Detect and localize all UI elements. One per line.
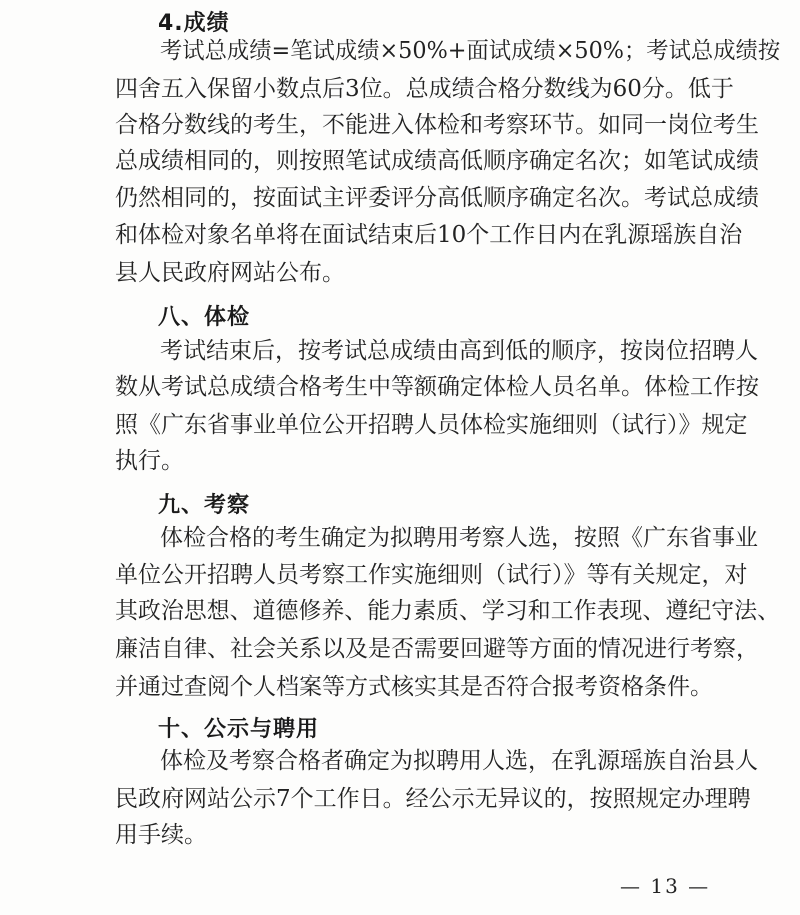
paragraph-line: 单位公开招聘人员考察工作实施细则（试行）》等有关规定，对 bbox=[115, 562, 748, 588]
paragraph-line: 考试结束后，按考试总成绩由高到低的顺序，按岗位招聘人 bbox=[160, 338, 758, 364]
paragraph-line: 执行。 bbox=[115, 448, 184, 474]
paragraph-line: 总成绩相同的，则按照笔试成绩高低顺序确定名次；如笔试成绩 bbox=[115, 148, 759, 174]
paragraph-line: 四舍五入保留小数点后3位。总成绩合格分数线为60分。低于 bbox=[115, 76, 734, 102]
paragraph-line: 体检合格的考生确定为拟聘用考察人选，按照《广东省事业 bbox=[160, 525, 758, 551]
paragraph-line: 并通过查阅个人档案等方式核实其是否符合报考资格条件。 bbox=[115, 674, 713, 700]
paragraph-line: 用手续。 bbox=[115, 822, 207, 848]
paragraph-line: 县人民政府网站公布。 bbox=[115, 260, 345, 286]
paragraph-line: 民政府网站公示7个工作日。经公示无异议的，按照规定办理聘 bbox=[115, 786, 751, 812]
paragraph-line: 其政治思想、道德修养、能力素质、学习和工作表现、遵纪守法、 bbox=[115, 598, 780, 624]
paragraph-line: 照《广东省事业单位公开招聘人员体检实施细则（试行）》规定 bbox=[115, 412, 748, 438]
paragraph-line: 仍然相同的，按面试主评委评分高低顺序确定名次。考试总成绩 bbox=[115, 185, 759, 211]
section-heading-inspection: 九、考察 bbox=[158, 493, 251, 518]
page-number: — 13 — bbox=[620, 874, 711, 898]
paragraph-line: 考试总成绩=笔试成绩×50%+面试成绩×50%；考试总成绩按 bbox=[160, 38, 781, 64]
section-heading-physical-exam: 八、体检 bbox=[158, 305, 251, 330]
paragraph-line: 体检及考察合格者确定为拟聘用人选，在乳源瑶族自治县人 bbox=[160, 748, 758, 774]
section-heading-scores: 4.成绩 bbox=[158, 11, 230, 36]
section-heading-publicity-hiring: 十、公示与聘用 bbox=[158, 717, 320, 742]
paragraph-line: 和体检对象名单将在面试结束后10个工作日内在乳源瑶族自治 bbox=[115, 222, 743, 248]
paragraph-line: 合格分数线的考生，不能进入体检和考察环节。如同一岗位考生 bbox=[115, 112, 759, 138]
paragraph-line: 数从考试总成绩合格考生中等额确定体检人员名单。体检工作按 bbox=[115, 374, 759, 400]
paragraph-line: 廉洁自律、社会关系以及是否需要回避等方面的情况进行考察， bbox=[115, 636, 759, 662]
